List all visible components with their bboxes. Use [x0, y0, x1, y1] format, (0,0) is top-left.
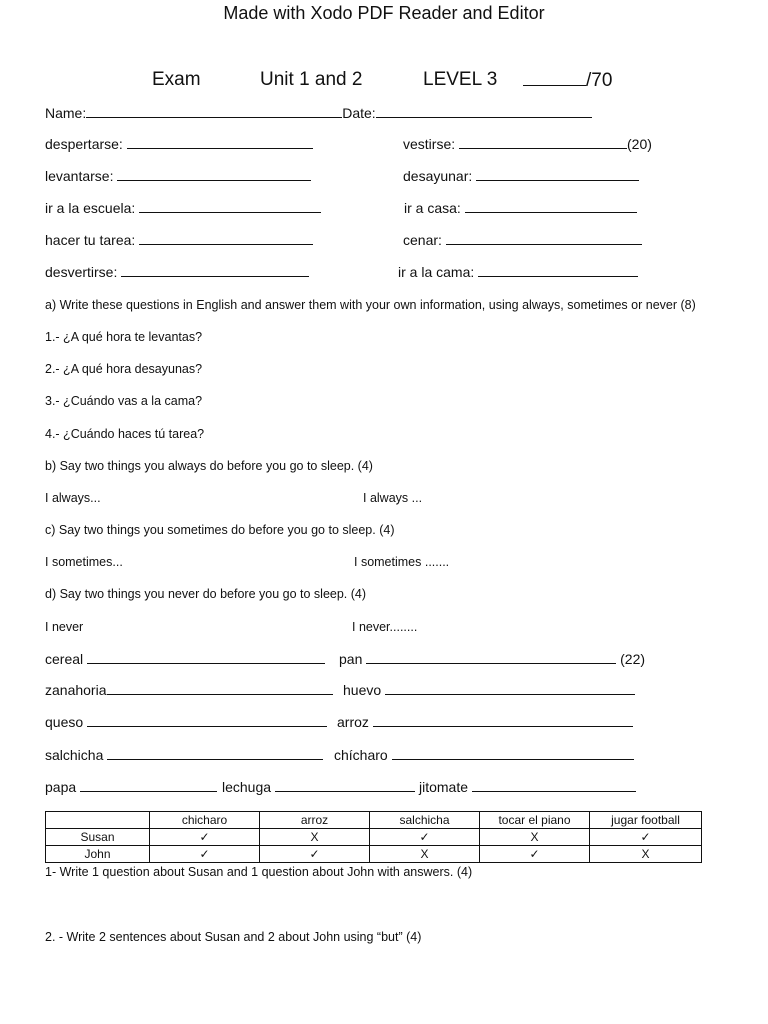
- verb-label: desayunar:: [403, 168, 473, 184]
- food-label: lechuga: [222, 779, 272, 795]
- food-label: papa: [45, 779, 77, 795]
- food-label: jitomate: [419, 779, 469, 795]
- food-pan: [339, 651, 645, 667]
- table-header-cell: salchicha: [370, 812, 480, 829]
- table-cell: X: [370, 846, 480, 863]
- section-d-instruction: d) Say two things you never do before you go to sleep. (4): [45, 587, 367, 601]
- verb-levantarse: [45, 168, 311, 184]
- food-label: huevo: [343, 682, 382, 698]
- score-field: [523, 69, 612, 92]
- table-cell: ✓: [150, 846, 260, 863]
- verb-desayunar: [403, 168, 639, 184]
- verb-hacer-tarea: [45, 232, 313, 248]
- unit-label: Unit 1 and 2: [260, 69, 363, 90]
- table-cell: ✓: [590, 829, 702, 846]
- task-1: 1- Write 1 question about Susan and 1 question about John with answers. (4): [45, 865, 473, 879]
- question-4: 4.- ¿Cuándo haces tú tarea?: [45, 427, 205, 441]
- table-header-cell: chicharo: [150, 812, 260, 829]
- verb-label: ir a casa:: [404, 200, 461, 216]
- table-header-cell: arroz: [260, 812, 370, 829]
- question-2: 2.- ¿A qué hora desayunas?: [45, 362, 203, 376]
- food-label: zanahoria: [45, 682, 107, 698]
- always-left: I always...: [45, 491, 101, 505]
- food-label: pan: [339, 651, 363, 667]
- section-b-instruction: b) Say two things you always do before you go to sleep. (4): [45, 459, 373, 473]
- table-cell: ✓: [260, 846, 370, 863]
- verb-desvertirse: [45, 264, 309, 280]
- table-row: [46, 829, 702, 846]
- always-right: I always ...: [363, 491, 423, 505]
- question-3: 3.- ¿Cuándo vas a la cama?: [45, 394, 203, 408]
- date-label: Date:: [342, 105, 376, 121]
- verbs-points: (20): [627, 136, 652, 152]
- food-papa: [45, 779, 217, 795]
- food-jitomate: [419, 779, 636, 795]
- table-cell: ✓: [370, 829, 480, 846]
- food-label: queso: [45, 714, 84, 730]
- score-total: /70: [586, 70, 613, 91]
- verb-label: levantarse:: [45, 168, 114, 184]
- food-lechuga: [222, 779, 415, 795]
- verb-ir-escuela: [45, 200, 321, 216]
- sometimes-left: I sometimes...: [45, 555, 123, 569]
- watermark-header: Made with Xodo PDF Reader and Editor: [223, 3, 545, 23]
- verb-label: despertarse:: [45, 136, 123, 152]
- verb-ir-casa: [404, 200, 637, 216]
- table-cell: ✓: [480, 846, 590, 863]
- verb-label: desvertirse:: [45, 264, 118, 280]
- table-row: [46, 846, 702, 863]
- food-chicharo: [334, 747, 634, 763]
- table-cell: X: [260, 829, 370, 846]
- level-label: LEVEL 3: [423, 69, 498, 90]
- verb-label: vestirse:: [403, 136, 456, 152]
- verb-label: hacer tu tarea:: [45, 232, 136, 248]
- never-right: I never........: [352, 620, 418, 634]
- name-label: Name:: [45, 105, 87, 121]
- table-header-cell: tocar el piano: [480, 812, 590, 829]
- table-header-cell: jugar football: [590, 812, 702, 829]
- table-header-row: [46, 812, 702, 829]
- food-points: (22): [620, 651, 646, 667]
- food-label: chícharo: [334, 747, 388, 763]
- food-label: salchicha: [45, 747, 104, 763]
- sometimes-right: I sometimes .......: [354, 555, 450, 569]
- food-salchicha: [45, 747, 323, 763]
- section-a-instruction: a) Write these questions in English and answer them with your own information, using always, sometimes or never (8): [45, 298, 696, 312]
- food-arroz: [337, 714, 633, 730]
- table-cell: X: [590, 846, 702, 863]
- food-label: cereal: [45, 651, 84, 667]
- verb-label: cenar:: [403, 232, 442, 248]
- exam-label: Exam: [152, 69, 201, 90]
- table-cell: Susan: [46, 829, 150, 846]
- food-zanahoria: [45, 682, 333, 698]
- table-cell: X: [480, 829, 590, 846]
- verb-label: ir a la escuela:: [45, 200, 136, 216]
- question-1: 1.- ¿A qué hora te levantas?: [45, 330, 203, 344]
- name-line: [45, 105, 592, 121]
- table-cell: John: [46, 846, 150, 863]
- activity-table: [45, 811, 702, 863]
- section-c-instruction: c) Say two things you sometimes do before you go to sleep. (4): [45, 523, 395, 537]
- food-huevo: [343, 682, 635, 698]
- task-2: 2. - Write 2 sentences about Susan and 2 about John using “but” (4): [45, 930, 422, 944]
- food-queso: [45, 714, 327, 730]
- verb-label: ir a la cama:: [398, 264, 475, 280]
- verb-vestirse: [403, 136, 652, 152]
- verb-ir-cama: [398, 264, 638, 280]
- table-cell: ✓: [150, 829, 260, 846]
- table-header-cell: [46, 812, 150, 829]
- food-cereal: [45, 651, 325, 667]
- verb-cenar: [403, 232, 642, 248]
- never-left: I never: [45, 620, 84, 634]
- verb-despertarse: [45, 136, 313, 152]
- food-label: arroz: [337, 714, 369, 730]
